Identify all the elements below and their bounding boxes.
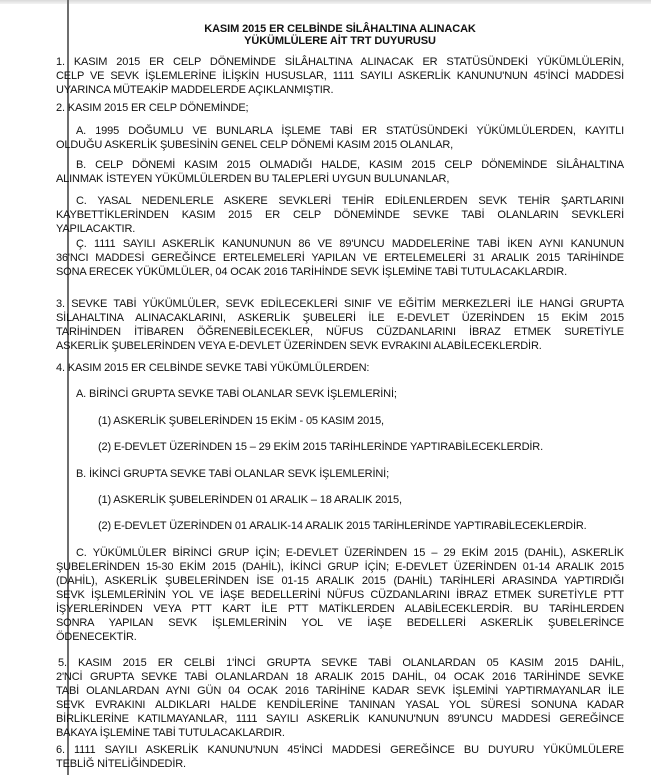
paragraph-2-heading: 2. KASIM 2015 ER CELP DÖNEMİNDE; [56,102,249,114]
paragraph-4c-line-6: SONRA YAPILAN SEVK İŞLEMLERİNİN YOL VE İAŞE BEDELLERİ ASKERLİK ŞUBELERİNCE [56,617,624,629]
document-title-line-1: KASIM 2015 ER CELBİNDE SİLÂHALTINA ALINACAK [204,23,476,35]
paragraph-2c-line-1: C. YASAL NEDENLERLE ASKERE SEVKLERİ TEHİR EDİLENLERDEN SEVK TEHİR ŞARTLARINI [76,195,624,207]
paragraph-3-line-3: TARİHİNDEN İTİBAREN ÖĞRENEBİLECEKLER, NÜFUS CÜZDANLARINI İBRAZ ETMEK SURETİYLE [56,326,624,338]
paragraph-4c-line-7: ÖDENECEKTİR. [56,631,137,643]
paragraph-4c-line-1: C. YÜKÜMLÜLER BİRİNCİ GRUP İÇİN; E-DEVLET ÜZERİNDEN 15 – 29 EKİM 2015 (DAHİL), ASKERLİK [76,547,624,559]
paragraph-1-line-1: 1. KASIM 2015 ER CELP DÖNEMİNDE SİLÂHALTINA ALINACAK ER STATÜSÜNDEKİ YÜKÜMLÜLERİN, [56,56,624,68]
paragraph-2cc-line-1: Ç. 1111 SAYILI ASKERLİK KANUNUNUN 86 VE 89'UNCU MADDELERİNE TABİ İKEN AYNI KANUNUN [76,238,624,250]
paragraph-3-line-4: ASKERLİK ŞUBELERİNDEN VEYA E-DEVLET ÜZERİNDEN SEVK EVRAKINI ALABİLECEKLERDİR. [56,340,542,352]
document-title-line-2: YÜKÜMLÜLERE AİT TRT DUYURUSU [244,35,436,47]
paragraph-2a-line-2: OLDUĞU ASKERLİK ŞUBESİNİN GENEL CELP DÖNEMİ KASIM 2015 OLANLAR, [56,139,454,151]
paragraph-4a-item-1: (1) ASKERLİK ŞUBELERİNDEN 15 EKİM - 05 KASIM 2015, [98,415,384,427]
paragraph-4c-line-4: SEVK İŞLEMLERİNİN YOL VE İAŞE BEDELLERİNİ NÜFUS CÜZDANLARINI İBRAZ ETMEK SURETİYLE PTT [56,589,624,601]
paragraph-2cc-line-3: SONA ERECEK YÜKÜMLÜLER, 04 OCAK 2016 TARİHİNDE SEVK İŞLEMİNE TABİ TUTULACAKLARDIR. [56,266,567,278]
paragraph-4-heading: 4. KASIM 2015 ER CELBİNDE SEVKE TABİ YÜKÜMLÜLERDEN: [56,362,370,374]
paragraph-4a-item-2: (2) E-DEVLET ÜZERİNDEN 15 – 29 EKİM 2015 TARİHLERİNDE YAPTIRABİLECEKLERDİR. [98,441,543,453]
paragraph-5-line-4: SEVK EVRAKINI ALDIKLARI HALDE KENDİLERİNE TANINAN YASAL YOL SÜRESİ SONUNA KADAR [56,699,624,711]
paragraph-5-line-5: BİRLİKLERİNE KATILMAYANLAR, 1111 SAYILI ASKERLİK KANUNU'NUN 89'UNCU MADDESİ GEREĞİNCE [56,713,624,725]
window-top-edge [0,0,651,4]
paragraph-2b-line-2: ALINMAK İSTEYEN YÜKÜMLÜLERDEN BU TALEPLERİ UYGUN BULUNANLAR, [56,173,450,185]
paragraph-4c-line-5: İŞYERLERİNDEN VEYA PTT KART İLE PTT MATİKLERDEN ALABİLECEKLERDİR. BU TARİHLERDEN [56,603,624,615]
paragraph-6-line-2: TEBLİĞ NİTELİĞİNDEDİR. [56,758,186,770]
paragraph-4c-line-3: (DAHİL), ASKERLİK ŞUBELERİNDEN İSE 01-15 ARALIK 2015 (DAHİL) TARİHLERİ ARASINDA YAPTIRDIĞI [56,575,624,587]
paragraph-2cc-line-2: 36'NCI MADDESİ GEREĞİNCE ERTELEMELERİ YAPILAN VE ERTELEMELERİ 31 ARALIK 2015 TARİHİNDE [56,252,624,264]
paragraph-2c-line-2: KAYBETTİKLERİNDEN KASIM 2015 ER CELP DÖNEMİNDE SEVKE TABİ OLANLARIN SEVKLERİ [56,209,624,221]
paragraph-4b-item-2: (2) E-DEVLET ÜZERİNDEN 01 ARALIK-14 ARALIK 2015 TARİHLERİNDE YAPTIRABİLECEKLERDİR. [98,520,587,532]
paragraph-1-line-2: CELP VE SEVK İŞLEMLERİNE İLİŞKİN HUSUSLAR, 1111 SAYILI ASKERLİK KANUNU'NUN 45'İNCİ MADDESİ [56,70,624,82]
paragraph-5-line-1: 5. KASIM 2015 ER CELBİ 1'İNCİ GRUPTA SEVKE TABİ OLANLARDAN 05 KASIM 2015 DAHİL, [58,657,624,669]
paragraph-1-line-3: UYARINCA MÜTEAKİP MADDELERDE AÇIKLANMIŞTIR. [56,84,334,96]
paragraph-2a-line-1: A. 1995 DOĞUMLU VE BUNLARLA İŞLEME TABİ ER STATÜSÜNDEKİ YÜKÜMLÜLERDEN, KAYITLI [76,125,624,137]
paragraph-5-line-6: BAKAYA İŞLEMİNE TABİ TUTULACAKLARDIR. [56,727,285,739]
paragraph-5-line-3: TABİ OLANLARDAN AYNI GÜN 04 OCAK 2016 TARİHİNE KADAR SEVK İŞLEMİNİ YAPTIRMAYANLAR İLE [56,685,624,697]
paragraph-4a: A. BİRİNCİ GRUPTA SEVKE TABİ OLANLAR SEVK İŞLEMLERİNİ; [76,388,397,400]
paragraph-5-line-2: 2'NCİ GRUPTA SEVKE TABİ OLANLARDAN 18 ARALIK 2015 DAHİL, 04 OCAK 2016 TARİHİNDE SEVKE [56,671,624,683]
paragraph-6-line-1: 6. 1111 SAYILI ASKERLİK KANUNU'NUN 45'İNCİ MADDESİ GEREĞİNCE BU DUYURU YÜKÜMLÜLERE [56,744,624,756]
paragraph-2c-line-3: YAPILACAKTIR. [56,223,136,235]
paragraph-2b-line-1: B. CELP DÖNEMİ KASIM 2015 OLMADIĞI HALDE, KASIM 2015 CELP DÖNEMİNDE SİLÂHALTINA [76,159,624,171]
paragraph-4c-line-2: ŞUBELERİNDEN 15-30 EKİM 2015 (DAHİL), İKİNCİ GRUP İÇİN; E-DEVLET ÜZERİNDEN 01-14 ARALIK 2015 [56,561,624,573]
paragraph-4b-item-1: (1) ASKERLİK ŞUBELERİNDEN 01 ARALIK – 18 ARALIK 2015, [98,494,402,506]
paragraph-4b: B. İKİNCİ GRUPTA SEVKE TABİ OLANLAR SEVK İŞLEMLERİNİ; [76,468,389,480]
paragraph-3-line-1: 3. SEVKE TABİ YÜKÜMLÜLER, SEVK EDİLECEKLERİ SINIF VE EĞİTİM MERKEZLERİ İLE HANGİ GRUPTA [56,298,624,310]
paragraph-3-line-2: SİLAHALTINA ALINACAKLARINI, ASKERLİK ŞUBELERİ İLE E-DEVLET ÜZERİNDEN 15 EKİM 2015 [56,312,624,324]
